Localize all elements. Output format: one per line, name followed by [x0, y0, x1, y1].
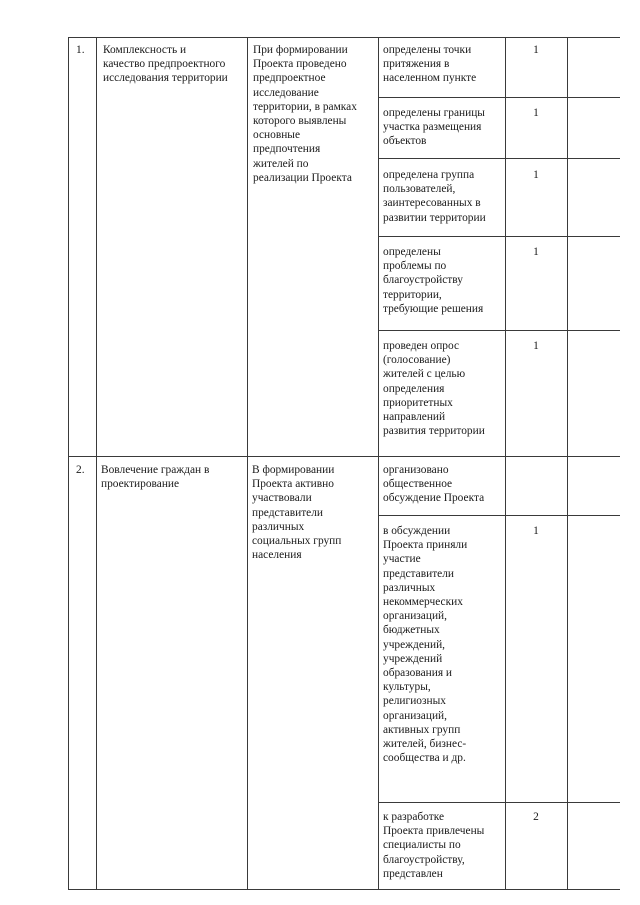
row-1-score-4: 1: [533, 246, 539, 258]
row-1-number: 1.: [76, 44, 85, 56]
row-2-number: 2.: [76, 464, 85, 476]
indicator-divider: [378, 97, 620, 98]
indicator-divider: [378, 515, 620, 516]
row-2-indicator-3: к разработке Проекта привлечены специалисты по благоустройству, представлен: [383, 811, 485, 880]
row-1-criterion: Комплексность и качество предпроектного исследования территории: [103, 44, 228, 85]
table-border-top: [68, 37, 620, 38]
column-divider: [505, 37, 506, 889]
indicator-divider: [378, 158, 620, 159]
row-1-score-5: 1: [533, 340, 539, 352]
row-1-indicator-1: определены точки притяжения в населенном пункте: [383, 44, 477, 85]
column-divider: [247, 37, 248, 889]
column-divider: [378, 37, 379, 889]
row-2-score-2: 1: [533, 525, 539, 537]
row-1-indicator-4: определены проблемы по благоустройству территории, требующие решения: [383, 246, 484, 315]
indicator-divider: [378, 236, 620, 237]
row-2-criterion: Вовлечение граждан в проектирование: [101, 464, 210, 491]
table-border-bottom: [68, 889, 620, 890]
row-1-score-3: 1: [533, 169, 539, 181]
row-1-indicator-5: проведен опрос (голосование) жителей с целью определения приоритетных направлений развития территории: [383, 340, 485, 438]
row-1-score-1: 1: [533, 44, 539, 56]
row-1-description: При формировании Проекта проведено предпроектное исследование территории, в рамках которого выявлены основные предпочтения жителей по реализации Проекта: [253, 44, 357, 184]
row-2-indicator-1: организовано общественное обсуждение Проекта: [383, 464, 485, 505]
row-divider: [68, 456, 620, 457]
table-border-left: [68, 37, 69, 889]
row-2-score-3: 2: [533, 811, 539, 823]
row-1-indicator-3: определена группа пользователей, заинтересованных в развитии территории: [383, 169, 486, 224]
row-2-description: В формировании Проекта активно участвовали представители различных социальных групп населения: [252, 464, 342, 562]
indicator-divider: [378, 802, 620, 803]
row-1-score-2: 1: [533, 107, 539, 119]
row-1-indicator-2: определены границы участка размещения объектов: [383, 107, 485, 148]
column-divider: [96, 37, 97, 889]
row-2-indicator-2: в обсуждении Проекта приняли участие представители различных некоммерческих организаций, бюджетных учреждений, учреждений образования и культуры, религиозных организаций, активных групп жителей, бизнес- сообщества и др.: [383, 525, 468, 765]
indicator-divider: [378, 330, 620, 331]
column-divider: [567, 37, 568, 889]
